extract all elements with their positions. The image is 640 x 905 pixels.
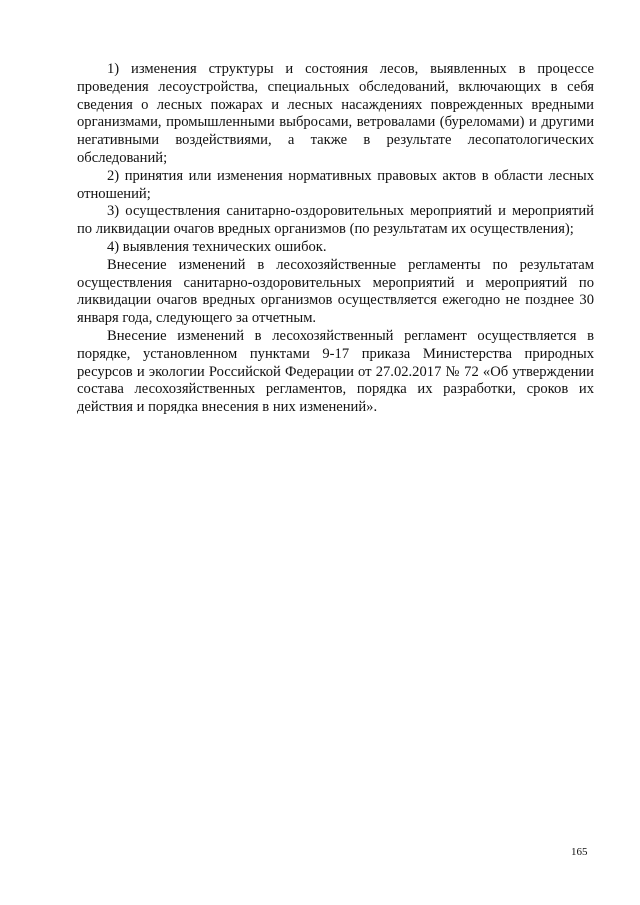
- paragraph-item-2: 2) принятия или изменения нормативных правовых актов в области лесных отношений;: [77, 167, 594, 202]
- document-body: [77, 61, 594, 417]
- page-number: 165: [571, 846, 588, 858]
- paragraph-item-4: 4) выявления технических ошибок.: [107, 238, 327, 255]
- paragraph-item-1: 1) изменения структуры и состояния лесов, выявленных в процессе проведения лесоустройства, специальных обследований, включающих в себя сведения о лесных пожарах и лесных насаждениях поврежденных вредными организмами, промышленными выбросами, ветровалами (буреломами) и другими негативными воздействиями, а также в результате лесопатологических обследований;: [77, 61, 594, 166]
- paragraph-item-3: 3) осуществления санитарно-оздоровительных мероприятий и мероприятий по ликвидации очагов вредных организмов (по результатам их осуществления);: [77, 203, 594, 238]
- paragraph-procedure: Внесение изменений в лесохозяйственный регламент осуществляется в порядке, установленном пунктами 9-17 приказа Министерства природных ресурсов и экологии Российской Федерации от 27.02.2017 № 72 «Об утверждении состава лесохозяйственных регламентов, порядка их разработки, сроков их действия и порядка внесения в них изменений».: [77, 327, 594, 416]
- paragraph-deadline: Внесение изменений в лесохозяйственные регламенты по результатам осуществления санитарно-оздоровительных мероприятий и мероприятий по ликвидации очагов вредных организмов осуществляется ежегодно не позднее 30 января года, следующего за отчетным.: [77, 256, 594, 327]
